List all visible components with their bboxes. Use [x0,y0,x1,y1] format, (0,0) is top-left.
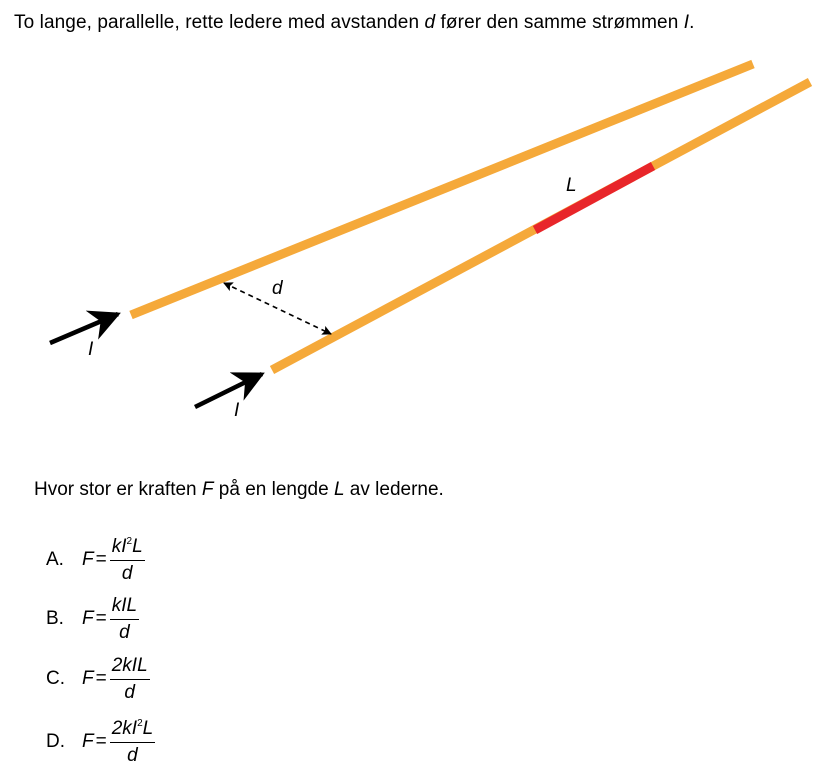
label-I-lower: I [234,400,240,421]
formula-lhs: F [82,608,94,629]
current-arrow-upper [50,314,118,343]
fraction [110,595,139,644]
statement-text-2: fører den samme strømmen [435,12,684,33]
label-I-upper: I [88,339,94,360]
option-formula [82,655,150,704]
option-a[interactable] [46,530,145,590]
question-part-1: Hvor stor er kraften [34,479,202,500]
option-formula [82,536,145,585]
denominator: d [127,744,138,766]
option-formula [82,595,139,644]
formula-lhs: F [82,731,94,752]
option-b[interactable] [46,589,139,649]
numerator: $kI^2L$ [110,536,145,561]
question-part-2: på en lengde [213,479,334,500]
question-part-3: av lederne. [344,479,444,500]
denominator: d [121,562,133,584]
statement-text-1: To lange, parallelle, rette ledere med avstanden [14,12,425,33]
option-letter: D. [46,731,65,752]
numerator: $2kI^2L$ [110,718,156,743]
numerator: 2kIL [110,655,150,680]
current-arrow-lower [195,374,262,407]
question-var-L: L [333,479,345,500]
statement-text-3: . [689,12,695,33]
question-var-F: F [201,479,214,500]
label-L: L [566,175,577,196]
fraction [110,655,150,704]
option-c[interactable] [46,649,150,709]
equals-sign: = [95,668,107,689]
label-d: d [272,278,283,299]
option-d[interactable] [46,712,155,772]
option-letter: A. [46,549,64,570]
equals-sign: = [95,549,107,570]
statement-var-d: d [424,12,436,33]
length-segment-L [535,166,653,230]
equals-sign: = [95,608,107,629]
option-letter: B. [46,608,64,629]
fraction [110,536,145,585]
denominator: d [124,681,135,703]
formula-lhs: F [82,668,94,689]
option-letter: C. [46,668,65,689]
formula-lhs: F [82,549,94,570]
fraction [110,718,156,767]
numerator: kIL [110,595,139,620]
statement-var-I: I [683,12,690,33]
denominator: d [119,621,130,643]
option-formula [82,718,155,767]
equals-sign: = [95,731,107,752]
question-text [34,479,444,501]
